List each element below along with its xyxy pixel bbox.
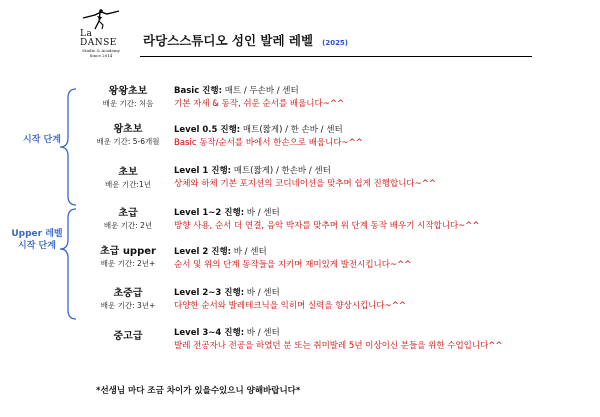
level-detail: 방향 사용, 순서 더 연결, 음악 박자를 맞추며 위 단계 동작 배우기 시작합니다~^^ bbox=[174, 221, 480, 231]
progress-items: 바 / 센터 bbox=[231, 247, 267, 257]
level-name: 초보 bbox=[118, 167, 138, 178]
level-name: 초중급 bbox=[113, 288, 143, 299]
logo-line-2: DANSE bbox=[80, 38, 117, 48]
level-desc-1 bbox=[174, 124, 594, 150]
level-period: 배운 기간: 5-6개월 bbox=[96, 137, 160, 146]
footer-note: *선생님 마다 조금 차이가 있을수있으니 양해바랍니다* bbox=[96, 386, 301, 396]
progress-label: Level 1~2 진행: bbox=[174, 208, 245, 218]
stage-label-upper-line1: Upper 레벨 bbox=[11, 229, 63, 239]
progress-items: 바 / 센터 bbox=[244, 328, 280, 338]
level-desc-2 bbox=[174, 165, 594, 191]
level-period: 배운 기간: 2년 bbox=[103, 221, 153, 230]
level-3 bbox=[80, 207, 176, 231]
level-name: 초급 upper bbox=[100, 246, 156, 257]
progress-label: Level 2 진행: bbox=[174, 247, 232, 257]
title-underline bbox=[140, 56, 532, 57]
progress-items: 매트 / 두손바 / 센터 bbox=[222, 86, 299, 96]
level-progress bbox=[174, 124, 594, 137]
level-0 bbox=[80, 85, 176, 109]
progress-label: Level 1 진행: bbox=[174, 166, 232, 176]
progress-items: 매트(짧게) / 한손바 / 센터 bbox=[231, 166, 331, 176]
level-period: 배운 기간: 2년+ bbox=[100, 259, 156, 268]
level-detail: 상체와 하체 기본 포지션의 코디네이션을 맞추며 쉽게 진행합니다~^^ bbox=[174, 179, 436, 189]
level-period: 배운 기간: 3년+ bbox=[100, 301, 156, 310]
level-desc-4 bbox=[174, 246, 594, 272]
dancer-icon bbox=[81, 8, 121, 30]
level-progress bbox=[174, 207, 594, 220]
level-name: 중고급 bbox=[113, 331, 143, 342]
progress-items: 매트(짧게) / 한 손바 / 센터 bbox=[240, 125, 343, 135]
level-5 bbox=[80, 287, 176, 311]
level-detail: 기본 자세 & 동작, 쉬운 순서를 배웁니다~^^ bbox=[174, 99, 345, 109]
stage-bracket-upper bbox=[56, 208, 78, 320]
level-period: 배운 기간: 처음 bbox=[102, 99, 154, 108]
level-detail: 순서 및 위의 단계 동작들을 지키며 재미있게 발전시킵니다~^^ bbox=[174, 260, 412, 270]
title-text: 라당스스튜디오 성인 발레 레벨 bbox=[143, 33, 314, 48]
level-progress bbox=[174, 165, 594, 178]
level-4 bbox=[80, 245, 176, 269]
level-desc-5 bbox=[174, 287, 594, 313]
level-period: 배운 기간:1년 bbox=[105, 180, 151, 189]
level-name: 왕왕초보 bbox=[108, 86, 148, 97]
level-detail: Basic 동작/순서를 바에서 한손으로 배웁니다~^^ bbox=[174, 138, 363, 148]
progress-label: Basic 진행: bbox=[174, 86, 223, 96]
level-6 bbox=[80, 330, 176, 343]
level-progress bbox=[174, 287, 594, 300]
level-1 bbox=[80, 123, 176, 147]
stage-label-upper-line2: 시작 단계 bbox=[18, 241, 56, 251]
stage-label-beginner: 시작 단계 bbox=[23, 135, 61, 145]
progress-items: 바 / 센터 bbox=[244, 208, 280, 218]
level-desc-6 bbox=[174, 327, 594, 353]
progress-label: Level 2~3 진행: bbox=[174, 288, 245, 298]
progress-items: 바 / 센터 bbox=[244, 288, 280, 298]
page-title bbox=[143, 30, 348, 49]
level-2 bbox=[80, 166, 176, 190]
level-detail: 발레 전공자나 전공을 하였던 분 또는 취미발레 5년 이상이신 분들을 위한 수업입니다^^ bbox=[174, 341, 503, 351]
level-name: 왕초보 bbox=[113, 124, 143, 135]
studio-logo bbox=[70, 8, 132, 64]
level-progress bbox=[174, 327, 594, 340]
level-progress bbox=[174, 85, 594, 98]
level-name: 초급 bbox=[118, 208, 138, 219]
logo-line-4: Since 2014 bbox=[89, 53, 113, 58]
logo-line-3: Studio & Academy bbox=[82, 48, 120, 53]
progress-label: Level 3~4 진행: bbox=[174, 328, 245, 338]
level-detail: 다양한 순서와 발레테크닉을 익히며 실력을 향상시킵니다~^^ bbox=[174, 301, 406, 311]
title-year: (2025) bbox=[322, 39, 349, 47]
level-desc-3 bbox=[174, 207, 594, 233]
logo-line-1: La bbox=[80, 29, 93, 39]
level-desc-0 bbox=[174, 85, 594, 111]
progress-label: Level 0.5 진행: bbox=[174, 125, 241, 135]
level-progress bbox=[174, 246, 594, 259]
stage-bracket-beginner bbox=[56, 88, 78, 206]
